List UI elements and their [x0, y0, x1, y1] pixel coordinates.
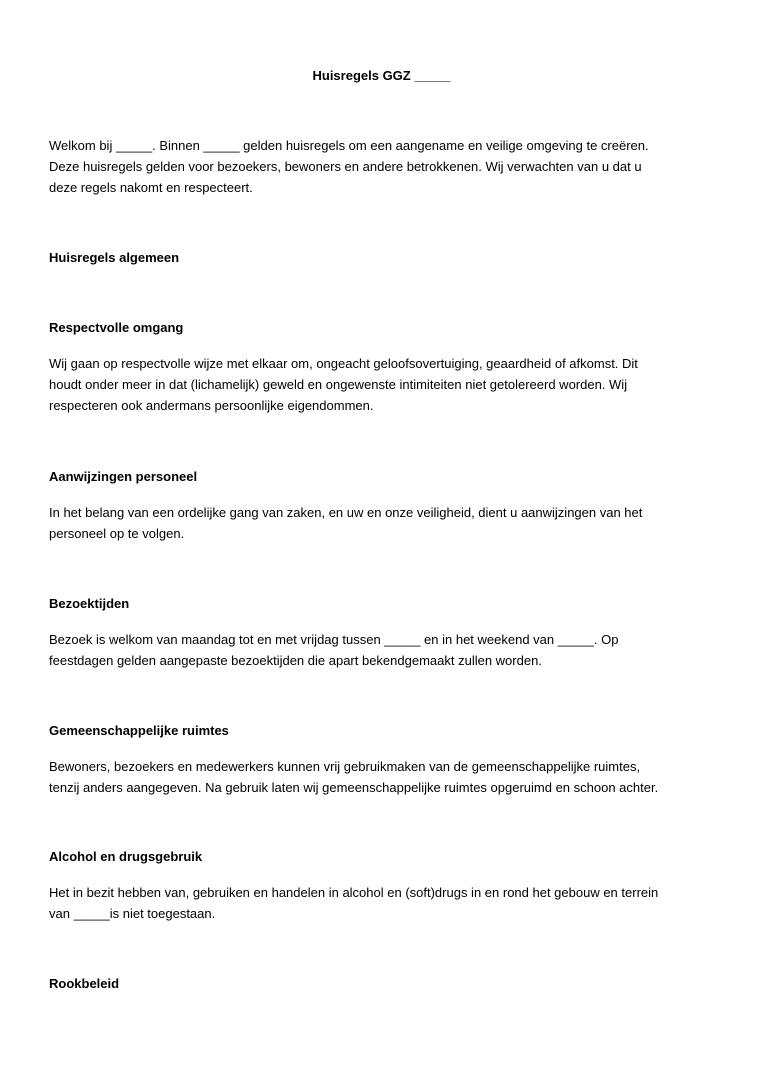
section-body-bezoektijden	[49, 629, 719, 671]
section-body-aanwijzingen-personeel	[49, 502, 719, 544]
general-heading: Huisregels algemeen	[49, 250, 180, 265]
section-heading-rookbeleid: Rookbeleid	[49, 976, 120, 991]
intro-line: deze regels nakomt en respecteert.	[49, 180, 253, 195]
body-line: tenzij anders aangegeven. Na gebruik laten wij gemeenschappelijke ruimtes opgeruimd en schoon achter.	[49, 780, 659, 795]
body-line: Bewoners, bezoekers en medewerkers kunnen vrij gebruikmaken van de gemeenschappelijke ruimtes,	[49, 759, 641, 774]
body-line: In het belang van een ordelijke gang van zaken, en uw en onze veiligheid, dient u aanwijzingen van het	[49, 505, 643, 520]
section-body-alcohol-en-drugsgebruik	[49, 882, 719, 924]
intro-paragraph	[49, 135, 719, 198]
body-line: Bezoek is welkom van maandag tot en met vrijdag tussen _____ en in het weekend van _____. Op	[49, 632, 619, 647]
body-line: Het in bezit hebben van, gebruiken en handelen in alcohol en (soft)drugs in en rond het gebouw en terrein	[49, 885, 659, 900]
section-heading-alcohol-en-drugsgebruik: Alcohol en drugsgebruik	[49, 849, 203, 864]
body-line: van _____is niet toegestaan.	[49, 906, 216, 921]
body-line: houdt onder meer in dat (lichamelijk) geweld en ongewenste intimiteiten niet getolereerd worden. Wij	[49, 377, 628, 392]
section-heading-bezoektijden: Bezoektijden	[49, 596, 130, 611]
section-heading-gemeenschappelijke-ruimtes: Gemeenschappelijke ruimtes	[49, 723, 229, 738]
intro-line: Deze huisregels gelden voor bezoekers, bewoners en andere betrokkenen. Wij verwachten van u dat u	[49, 159, 642, 174]
body-line: personeel op te volgen.	[49, 526, 185, 541]
document-title: Huisregels GGZ _____	[312, 68, 451, 83]
body-line: respecteren ook andermans persoonlijke eigendommen.	[49, 398, 374, 413]
body-line: feestdagen gelden aangepaste bezoektijden die apart bekendgemaakt zullen worden.	[49, 653, 542, 668]
section-body-gemeenschappelijke-ruimtes	[49, 756, 719, 798]
section-body-respectvolle-omgang	[49, 353, 719, 416]
section-heading-aanwijzingen-personeel: Aanwijzingen personeel	[49, 469, 198, 484]
section-heading-respectvolle-omgang: Respectvolle omgang	[49, 320, 184, 335]
body-line: Wij gaan op respectvolle wijze met elkaar om, ongeacht geloofsovertuiging, geaardheid of afkomst. Dit	[49, 356, 638, 371]
intro-line: Welkom bij _____. Binnen _____ gelden huisregels om een aangename en veilige omgeving te creëren.	[49, 138, 649, 153]
